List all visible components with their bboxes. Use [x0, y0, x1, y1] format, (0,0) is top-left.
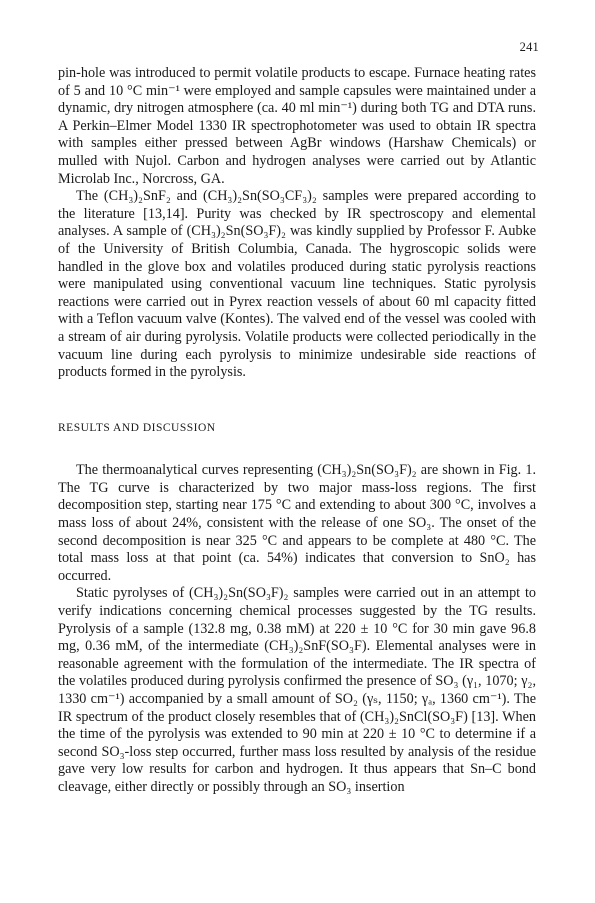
section-heading: RESULTS AND DISCUSSION [58, 421, 216, 434]
paragraph-static-pyrolysis: Static pyrolyses of (CH₃)₂Sn(SO₃F)₂ samples were carried out in an attempt to verify indications concerning chemical processes suggested by the TG results. Pyrolysis of a sample (132.8 mg, 0.38 mM) at 220 ± 10 °C for 30 min gave 96.8 mg, 0.36 mM, of the intermediate (CH₃)₂SnF(SO₃F). Elemental analyses were in reasonable agreement with the formulation of the intermediate. The IR spectra of the volatiles produced during pyrolysis confirmed the presence of SO₃ (γ₁, 1070; γ₂, 1330 cm⁻¹) accompanied by a small amount of SO₂ (γₛ, 1150; γₐ, 1360 cm⁻¹). The IR spectrum of the product closely resembles that of (CH₃)₂SnCl(SO₃F) [13]. When the time of the pyrolysis was extended to 90 min at 220 ± 10 °C to determine if a second SO₃-loss step occurred, further mass loss resulted by analysis of the residue gave very low results for carbon and hydrogen. It thus appears that Sn–C bond cleavage, either directly or possibly through an SO₃ insertion [58, 585, 536, 795]
paragraph-sample-preparation: The (CH₃)₂SnF₂ and (CH₃)₂Sn(SO₃CF₃)₂ samples were prepared according to the literature [13,14]. Purity was checked by IR spectroscopy and elemental analyses. A sample of (CH₃)₂Sn(SO₃F)₂ was kindly supplied by Professor F. Aubke of the University of British Columbia, Canada. The hygroscopic solids were handled in the glove box and volatiles produced during static pyrolysis reactions were manipulated using conventional vacuum line techniques. Static pyrolysis reactions were carried out in Pyrex reaction vessels of about 60 ml capacity fitted with a Teflon vacuum valve (Kontes). The valved end of the vessel was cooled with a stream of air during pyrolysis. Volatile products were collected periodically in the vacuum line during each pyrolysis to minimize undesirable side reactions of products formed in the pyrolysis. [58, 188, 536, 381]
page-number: 241 [519, 40, 539, 54]
article-body [58, 65, 536, 797]
paragraph-thermoanalytical-results: The thermoanalytical curves representing (CH₃)₂Sn(SO₃F)₂ are shown in Fig. 1. The TG curve is characterized by two major mass-loss regions. The first decomposition step, starting near 175 °C and extending to about 300 °C, involves a mass loss of about 24%, consistent with the release of one SO₃. The onset of the second decomposition is near 325 °C and appears to be complete at 480 °C. The total mass loss at that point (ca. 54%) indicates that conversion to SnO₂ has occurred. [58, 462, 536, 584]
paragraph-methods-continued: pin-hole was introduced to permit volatile products to escape. Furnace heating rates of 5 and 10 °C min⁻¹ were employed and sample capsules were maintained under a dynamic, dry nitrogen atmosphere (ca. 40 ml min⁻¹) during both TG and DTA runs. A Perkin–Elmer Model 1330 IR spectrophotometer was used to obtain IR spectra with samples either pressed between AgBr windows (Harshaw Chemicals) or mulled with Nujol. Carbon and hydrogen analyses were carried out by Atlantic Microlab Inc., Norcross, GA. [58, 65, 536, 187]
